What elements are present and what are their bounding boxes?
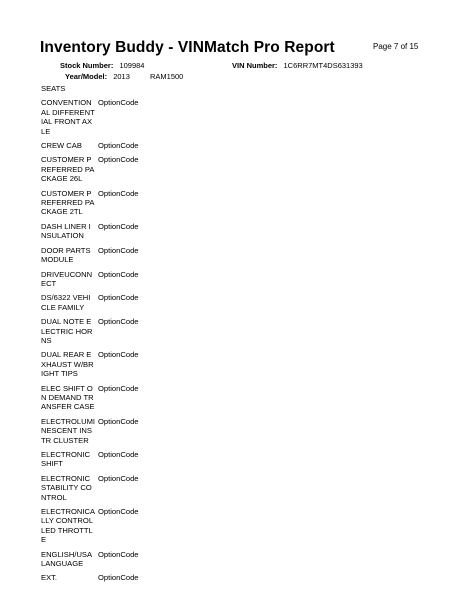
option-code: OptionCode [98, 350, 139, 360]
option-code: OptionCode [98, 188, 139, 198]
option-name: ELECTRONIC STABILITY CONTROL [41, 473, 92, 502]
list-item [41, 141, 201, 150]
option-name: DUAL REAR EXHAUST W/BRIGHT TIPS [41, 350, 94, 379]
option-code: OptionCode [98, 269, 139, 279]
vin-number-value: 1C6RR7MT4DS631393 [283, 61, 363, 70]
option-name: EXT. [41, 573, 58, 583]
list-item [41, 507, 201, 545]
option-name: DOOR PARTS MODULE [41, 245, 91, 265]
list-item [41, 270, 201, 289]
option-code: OptionCode [98, 141, 139, 151]
list-item [41, 155, 201, 183]
option-code: OptionCode [98, 383, 139, 393]
option-code: OptionCode [98, 507, 139, 517]
list-item [41, 384, 201, 412]
list-item [41, 450, 201, 469]
option-name: ELECTROLUMINESCENT INSTR CLUSTER [41, 416, 96, 445]
list-item [41, 293, 201, 312]
option-name: ELECTRONIC SHIFT [41, 450, 90, 469]
option-code: OptionCode [98, 416, 139, 426]
option-name: ELECTRONICALLY CONTROLLED THROTTLE [41, 507, 96, 545]
list-item [41, 474, 201, 502]
option-code: OptionCode [98, 317, 139, 327]
option-name: CREW CAB [41, 141, 82, 151]
option-name: ENGLISH/USA LANGUAGE [41, 549, 92, 569]
option-code: OptionCode [98, 473, 139, 483]
option-name: SEATS [41, 84, 66, 93]
model-value: RAM1500 [149, 72, 184, 81]
year-value: 2013 [113, 72, 130, 81]
option-code [95, 84, 98, 93]
list-item [41, 417, 201, 445]
option-code: OptionCode [98, 245, 139, 255]
list-item [41, 84, 201, 93]
stock-number-value: 109984 [119, 61, 145, 70]
option-code: OptionCode [98, 450, 139, 459]
option-name: DS/6322 VEHICLE FAMILY [41, 293, 91, 312]
option-name: ELEC SHIFT ON DEMAND TRANSFER CASE [41, 383, 95, 412]
option-list [41, 84, 201, 588]
option-code: OptionCode [98, 221, 139, 231]
option-code: OptionCode [98, 549, 139, 559]
page-number: Page 7 of 15 [373, 42, 419, 51]
list-item [41, 573, 201, 582]
vin-number [232, 61, 363, 70]
stock-number [60, 61, 144, 70]
stock-number-label: Stock Number: [60, 61, 114, 70]
report-title: Inventory Buddy - VINMatch Pro Report [40, 39, 335, 56]
list-item [41, 350, 201, 378]
year-model-label: Year/Model: [65, 72, 108, 81]
option-name: DUAL NOTE ELECTRIC HORNS [41, 317, 93, 345]
list-item [41, 550, 201, 569]
year-model [65, 72, 183, 81]
list-item [41, 189, 201, 217]
option-name: DASH LINER INSULATION [41, 221, 91, 241]
list-item [41, 98, 201, 136]
vin-number-label: VIN Number: [232, 61, 278, 70]
option-name: CUSTOMER PREFERRED PACKAGE 2TL [41, 188, 95, 217]
option-code: OptionCode [98, 573, 139, 583]
option-name: CUSTOMER PREFERRED PACKAGE 26L [41, 155, 95, 184]
option-code: OptionCode [98, 155, 139, 165]
option-name: DRIVEUCONNECT [41, 269, 93, 288]
option-code: OptionCode [98, 98, 139, 108]
option-code: OptionCode [98, 293, 139, 303]
list-item [41, 222, 201, 241]
list-item [41, 246, 201, 265]
list-item [41, 317, 201, 345]
option-name: CONVENTIONAL DIFFERENTIAL FRONT AXLE [41, 98, 95, 136]
